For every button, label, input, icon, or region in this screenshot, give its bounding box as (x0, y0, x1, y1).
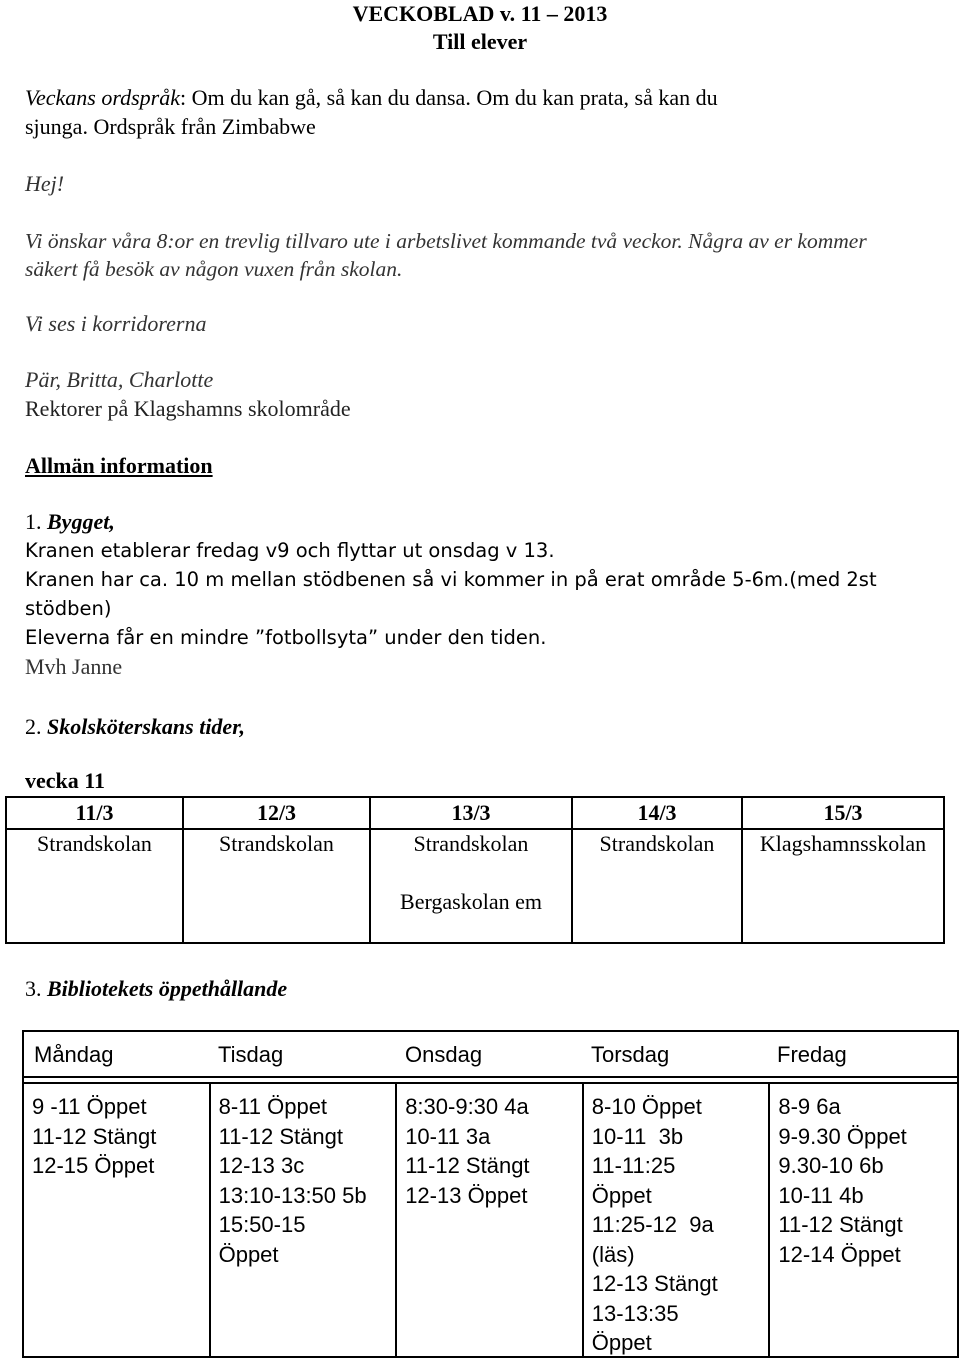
library-entry: 10-11 3b (591, 1123, 684, 1149)
library-day-header: Fredag (777, 1042, 847, 1067)
nurse-schedule-table (5, 796, 945, 944)
nurse-day-column (7, 798, 184, 942)
library-entry: 11:25-12 9a (591, 1212, 714, 1237)
library-entry: 11-11:25 (591, 1153, 676, 1178)
library-entry: 11-12 Stängt (405, 1153, 530, 1178)
library-entry: 8-11 Öppet (218, 1094, 328, 1119)
signature-names: Pär, Britta, Charlotte (25, 367, 214, 392)
item-1-line-4: Eleverna får en mindre ”fotbollsyta” under den tiden. (25, 626, 547, 649)
nurse-day-column (184, 798, 371, 942)
library-day-cell (397, 1084, 584, 1356)
library-day-header: Måndag (34, 1042, 114, 1067)
library-entry: 13:10-13:50 5b (218, 1182, 367, 1208)
library-entry: Öppet (591, 1330, 652, 1355)
library-day-cell (770, 1084, 957, 1356)
library-entry: 13-13:35 (591, 1300, 679, 1326)
nurse-day-school: Strandskolan (219, 831, 334, 856)
library-entry: (läs) (591, 1241, 635, 1267)
nurse-day-column (743, 798, 943, 942)
library-entry: Öppet (218, 1241, 279, 1267)
library-entry: 8:30-9:30 4a (405, 1094, 529, 1119)
nurse-day-column (573, 798, 743, 942)
library-day-header: Tisdag (218, 1042, 284, 1067)
item-3-heading (25, 975, 287, 1003)
library-header-row (24, 1032, 957, 1078)
nurse-day-date: 11/3 (7, 798, 182, 830)
proverb-line-1 (25, 84, 718, 112)
nurse-day-date: 15/3 (743, 798, 943, 830)
library-entry: 12-14 Öppet (778, 1241, 901, 1267)
library-entry: 12-15 Öppet (32, 1153, 155, 1178)
library-day-cell (584, 1084, 771, 1356)
section-title: Allmän information (25, 453, 213, 478)
library-hours-table (22, 1030, 959, 1358)
nurse-day-date: 12/3 (184, 798, 369, 830)
library-day-header: Onsdag (405, 1042, 483, 1067)
nurse-week: vecka 11 (25, 768, 106, 793)
nurse-day-date: 14/3 (573, 798, 741, 830)
library-entry: 10-11 4b (778, 1182, 864, 1208)
library-entry: 9.30-10 6b (778, 1153, 884, 1178)
library-entry: 11-12 Stängt (218, 1123, 343, 1149)
page-subtitle: Till elever (432, 29, 528, 54)
nurse-day-school: Strandskolan (37, 831, 152, 856)
nurse-day-date: 13/3 (371, 798, 571, 830)
greeting-hello: Hej! (25, 171, 65, 196)
item-1-heading (25, 508, 115, 536)
item-1-number: 1. (25, 509, 42, 534)
item-2-title: Skolsköterskans tider, (47, 714, 246, 739)
library-body-row (24, 1082, 957, 1356)
library-entry: 11-12 Stängt (778, 1212, 903, 1237)
proverb-line-2: sjunga. Ordspråk från Zimbabwe (25, 114, 316, 139)
library-entry: 12-13 Stängt (591, 1271, 718, 1296)
library-entry: Öppet (591, 1182, 652, 1208)
library-entry: 8-10 Öppet (591, 1094, 702, 1119)
item-1-title: Bygget, (47, 509, 115, 534)
library-entry: 9 -11 Öppet (32, 1094, 147, 1119)
library-entry: 11-12 Stängt (32, 1123, 157, 1149)
item-1-line-2: Kranen har ca. 10 m mellan stödbenen så vi kommer in på erat område 5-6m.(med 2st (25, 568, 877, 591)
nurse-day-school: Strandskolan (413, 831, 529, 856)
nurse-day-extra: Bergaskolan em (400, 889, 542, 914)
greeting-line-2: säkert få besök av någon vuxen från skolan. (25, 257, 403, 281)
library-entry: 9-9.30 Öppet (778, 1123, 907, 1149)
nurse-day-column (371, 798, 573, 942)
library-entry: 8-9 6a (778, 1094, 841, 1119)
proverb-label: Veckans ordspråk (25, 85, 180, 110)
greeting-line-1: Vi önskar våra 8:or en trevlig tillvaro ute i arbetslivet kommande två veckor. Några av er kommer (25, 229, 867, 253)
item-1-signoff: Mvh Janne (25, 654, 123, 679)
item-3-number: 3. (25, 976, 42, 1001)
nurse-day-school: Klagshamnsskolan (759, 831, 927, 856)
item-2-number: 2. (25, 714, 42, 739)
library-entry: 15:50-15 (218, 1212, 306, 1237)
library-day-cell (24, 1084, 211, 1356)
item-1-line-3: stödben) (25, 597, 112, 620)
item-3-title: Bibliotekets öppethållande (47, 976, 288, 1001)
item-1-line-1: Kranen etablerar fredag v9 och flyttar ut onsdag v 13. (25, 539, 555, 562)
library-day-cell (211, 1084, 398, 1356)
item-2-heading (25, 713, 245, 741)
greeting-see-you: Vi ses i korridorerna (25, 311, 207, 336)
library-entry: 12-13 3c (218, 1153, 305, 1178)
library-entry: 10-11 3a (405, 1123, 491, 1149)
page-title: VECKOBLAD v. 11 – 2013 (352, 1, 608, 26)
library-day-header: Torsdag (591, 1042, 670, 1067)
library-entry: 12-13 Öppet (405, 1182, 528, 1208)
proverb-text-1: : Om du kan gå, så kan du dansa. Om du kan prata, så kan du (180, 85, 718, 110)
signature-role: Rektorer på Klagshamns skolområde (25, 396, 351, 421)
nurse-day-school: Strandskolan (599, 831, 715, 856)
